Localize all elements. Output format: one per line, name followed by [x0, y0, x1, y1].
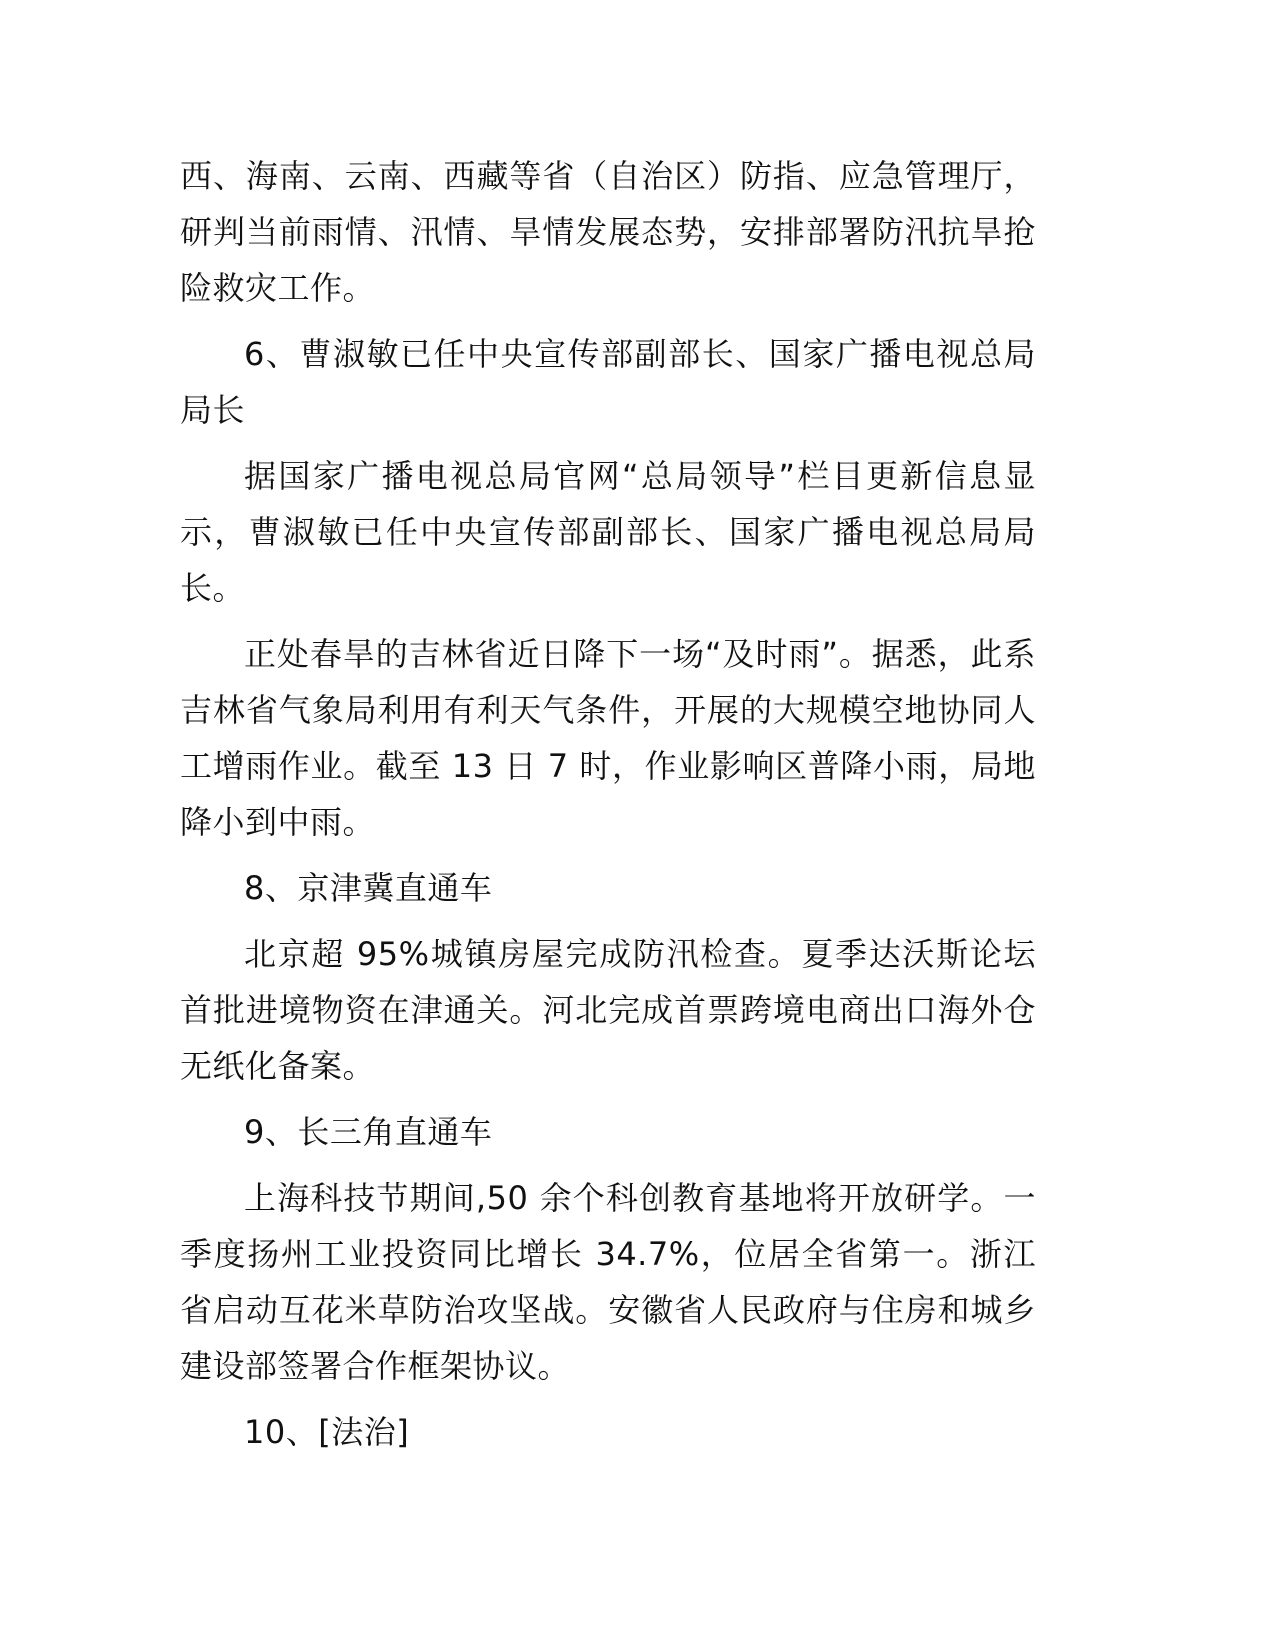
- heading-item-10: 10、[法治]: [244, 1413, 410, 1451]
- paragraph-jilin-rain: 正处春旱的吉林省近日降下一场“及时雨”。据悉，此系吉林省气象局利用有利天气条件，开展的大规模空地协同人工增雨作业。截至 13 日 7 时，作业影响区普降小雨，局地降小到中雨。: [180, 635, 1036, 841]
- heading-item-9: 9、长三角直通车: [244, 1113, 493, 1151]
- paragraph-flood-control-continuation: 西、海南、云南、西藏等省（自治区）防指、应急管理厅，研判当前雨情、汛情、旱情发展态势，安排部署防汛抗旱抢险救灾工作。: [180, 157, 1036, 307]
- paragraph-cao-shumin: 据国家广播电视总局官网“总局领导”栏目更新信息显示，曹淑敏已任中央宣传部副部长、国家广播电视总局局长。: [180, 457, 1036, 607]
- heading-item-8: 8、京津冀直通车: [244, 869, 493, 907]
- paragraph-yangtze-delta: 上海科技节期间,50 余个科创教育基地将开放研学。一季度扬州工业投资同比增长 34.7%，位居全省第一。浙江省启动互花米草防治攻坚战。安徽省人民政府与住房和城乡建设部签署合作框架协议。: [180, 1179, 1036, 1385]
- document-page: [180, 148, 1036, 1470]
- paragraph-jingjinji: 北京超 95%城镇房屋完成防汛检查。夏季达沃斯论坛首批进境物资在津通关。河北完成首票跨境电商出口海外仓无纸化备案。: [180, 935, 1036, 1085]
- heading-item-6: 6、曹淑敏已任中央宣传部副部长、国家广播电视总局局长: [180, 335, 1036, 429]
